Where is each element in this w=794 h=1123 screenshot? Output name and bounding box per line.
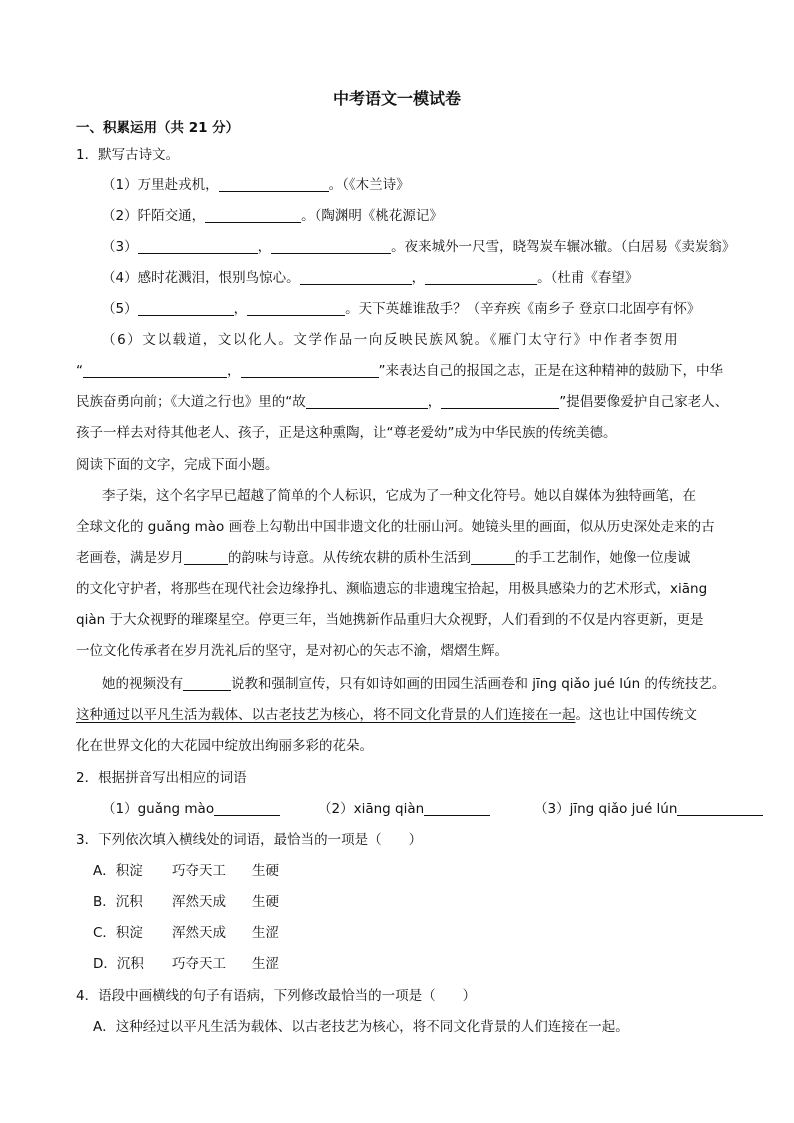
q2-item-3 (534, 799, 763, 819)
q1-item-4-source: 。（杜甫《春望》 (537, 270, 639, 286)
passage-text: 她的视频没有 (102, 676, 183, 692)
fill-blank (205, 208, 301, 223)
q2-item-1 (102, 799, 280, 819)
q1-item-4-text: （4）感时花溅泪，恨别鸟惊心。 (102, 270, 300, 286)
fill-blank (471, 550, 515, 565)
q3-option-b-word-2: 浑然天成 (172, 894, 226, 910)
pinyin: （2）xiāng qiàn (318, 801, 425, 817)
passage-p2-line-2 (76, 705, 697, 725)
q3-stem: 3．下列依次填入横线处的词语，最恰当的一项是（ ） (76, 832, 423, 848)
passage-p1-line-1: 李子柒，这个名字早已超越了简单的个人标识，它成为了一种文化符号。她以自媒体为独特画笔，在 (102, 488, 696, 504)
q1-item-2-text: （2）阡陌交通， (102, 208, 206, 224)
comma: ， (257, 239, 272, 255)
comma: ， (227, 363, 241, 379)
fill-blank (247, 301, 345, 316)
passage-p2-line-1 (102, 674, 725, 694)
passage-p2-line-3: 化在世界文化的大花园中绽放出绚丽多彩的花朵。 (76, 738, 373, 754)
q2-stem: 2．根据拼音写出相应的词语 (76, 770, 247, 786)
passage-p1-line-5: qiàn 于大众视野的璀璨星空。停更三年，当她携新作品重归大众视野，人们看到的不仅是内容更新，更是 (76, 612, 704, 628)
q1-item-3-num: （3） (102, 239, 138, 255)
passage-text: 说教和强制宣传，只有如诗如画的田园生活画卷和 jīng qiǎo jué lún 的传统技艺。 (231, 676, 726, 692)
fill-blank (184, 550, 228, 565)
fill-blank (306, 394, 428, 409)
q1-item-2 (102, 206, 443, 226)
q3-option-d-word-3: 生涩 (252, 956, 279, 972)
q4-stem: 4．语段中画横线的句子有语病，下列修改最恰当的一项是（ ） (76, 988, 477, 1004)
q1-item-4 (102, 268, 638, 288)
q1-item-6-text: ”提倡要像爱护自己家老人、 (559, 394, 729, 410)
q1-item-6-text: ”来表达自己的报国之志，正是在这种精神的鼓励下，中华 (378, 363, 723, 379)
q3-option-c[interactable]: C．积淀 (93, 925, 143, 941)
q3-option-c-word-3: 生涩 (252, 925, 279, 941)
section-heading: 一、积累运用（共 21 分） (76, 120, 240, 136)
page-title: 中考语文一模试卷 (332, 89, 461, 108)
passage-p1-line-2: 全球文化的 guǎng mào 画卷上勾勒出中国非遗文化的壮丽山河。她镜头里的画面，似从历史深处走来的古 (76, 519, 715, 535)
open-quote: “ (76, 363, 83, 379)
passage-text: 的手工艺制作，她像一位虔诚 (515, 550, 691, 566)
passage-text: 的韵味与诗意。从传统农耕的质朴生活到 (228, 550, 471, 566)
passage-text: 老画卷，满是岁月 (76, 550, 184, 566)
fill-blank (425, 270, 537, 285)
q1-item-6-text: 民族奋勇向前；《大道之行也》里的“故 (76, 394, 306, 410)
q3-option-c-word-2: 浑然天成 (172, 925, 226, 941)
q1-item-3-text: 。夜来城外一尺雪，晓驾炭车辗冰辙。（白居易《卖炭翁》 (391, 239, 736, 255)
q1-item-3 (102, 237, 735, 257)
q3-option-b[interactable]: B．沉积 (93, 894, 143, 910)
q3-option-d[interactable]: D．沉积 (93, 956, 144, 972)
q1-item-5-text: 。天下英雄谁敌手？（辛弃疾《南乡子 登京口北固亭有怀》 (345, 301, 701, 317)
q3-option-a-word-2: 巧夺天工 (172, 863, 226, 879)
answer-blank (214, 801, 280, 816)
answer-blank (677, 801, 763, 816)
fill-blank (441, 394, 559, 409)
pinyin: （3）jīng qiǎo jué lún (534, 801, 678, 817)
q2-item-2 (318, 799, 490, 819)
q1-item-1-text: （1）万里赴戎机， (102, 177, 219, 193)
q3-option-b-word-3: 生硬 (252, 894, 279, 910)
answer-blank (424, 801, 490, 816)
q1-item-2-source: 。（陶渊明《桃花源记》 (301, 208, 443, 224)
q1-item-1 (102, 175, 410, 195)
fill-blank (183, 676, 231, 691)
q3-option-d-word-2: 巧夺天工 (172, 956, 226, 972)
fill-blank (241, 363, 379, 378)
q1-item-5-num: （5） (102, 301, 138, 317)
q1-item-6-line-4: 孩子一样去对待其他老人、孩子，正是这种熏陶，让“尊老爱幼”成为中华民族的传统美德。 (76, 425, 617, 441)
fill-blank (300, 270, 412, 285)
passage-p1-line-4: 的文化守护者，将那些在现代社会边缘挣扎、濒临遗忘的非遗瑰宝拾起，用极具感染力的艺术形式，xiāng (76, 581, 708, 597)
comma: ， (233, 301, 248, 317)
q1-item-6-line-3 (76, 392, 728, 412)
passage-p1-line-3 (76, 548, 691, 568)
q1-stem: 1．默写古诗文。 (76, 147, 180, 163)
q1-item-5 (102, 299, 700, 319)
reading-intro: 阅读下面的文字，完成下面小题。 (76, 457, 279, 473)
q1-item-6-line-1: （6）文以载道，文以化人。文学作品一向反映民族风貌。《雁门太守行》中作者李贺用 (102, 332, 680, 348)
q3-option-a[interactable]: A．积淀 (93, 863, 143, 879)
q1-item-6-line-2 (76, 361, 723, 381)
fill-blank (219, 177, 329, 192)
passage-p1-line-6: 一位文化传承者在岁月洗礼后的坚守，是对初心的矢志不渝，熠熠生辉。 (76, 643, 508, 659)
pinyin: （1）guǎng mào (102, 801, 215, 817)
q1-item-1-source: 。（《木兰诗》 (328, 177, 410, 193)
fill-blank (138, 239, 258, 254)
q3-option-a-word-3: 生硬 (252, 863, 279, 879)
fill-blank (271, 239, 391, 254)
q4-option-a[interactable]: A．这种经过以平凡生活为载体、以古老技艺为核心，将不同文化背景的人们连接在一起。 (93, 1019, 629, 1035)
comma: ， (427, 394, 442, 410)
fill-blank (138, 301, 234, 316)
underlined-sentence: 这种通过以平凡生活为载体、以古老技艺为核心，将不同文化背景的人们连接在一起 (76, 707, 576, 723)
comma: ， (411, 270, 426, 286)
passage-text: 。这也让中国传统文 (575, 707, 697, 723)
fill-blank (83, 363, 227, 378)
